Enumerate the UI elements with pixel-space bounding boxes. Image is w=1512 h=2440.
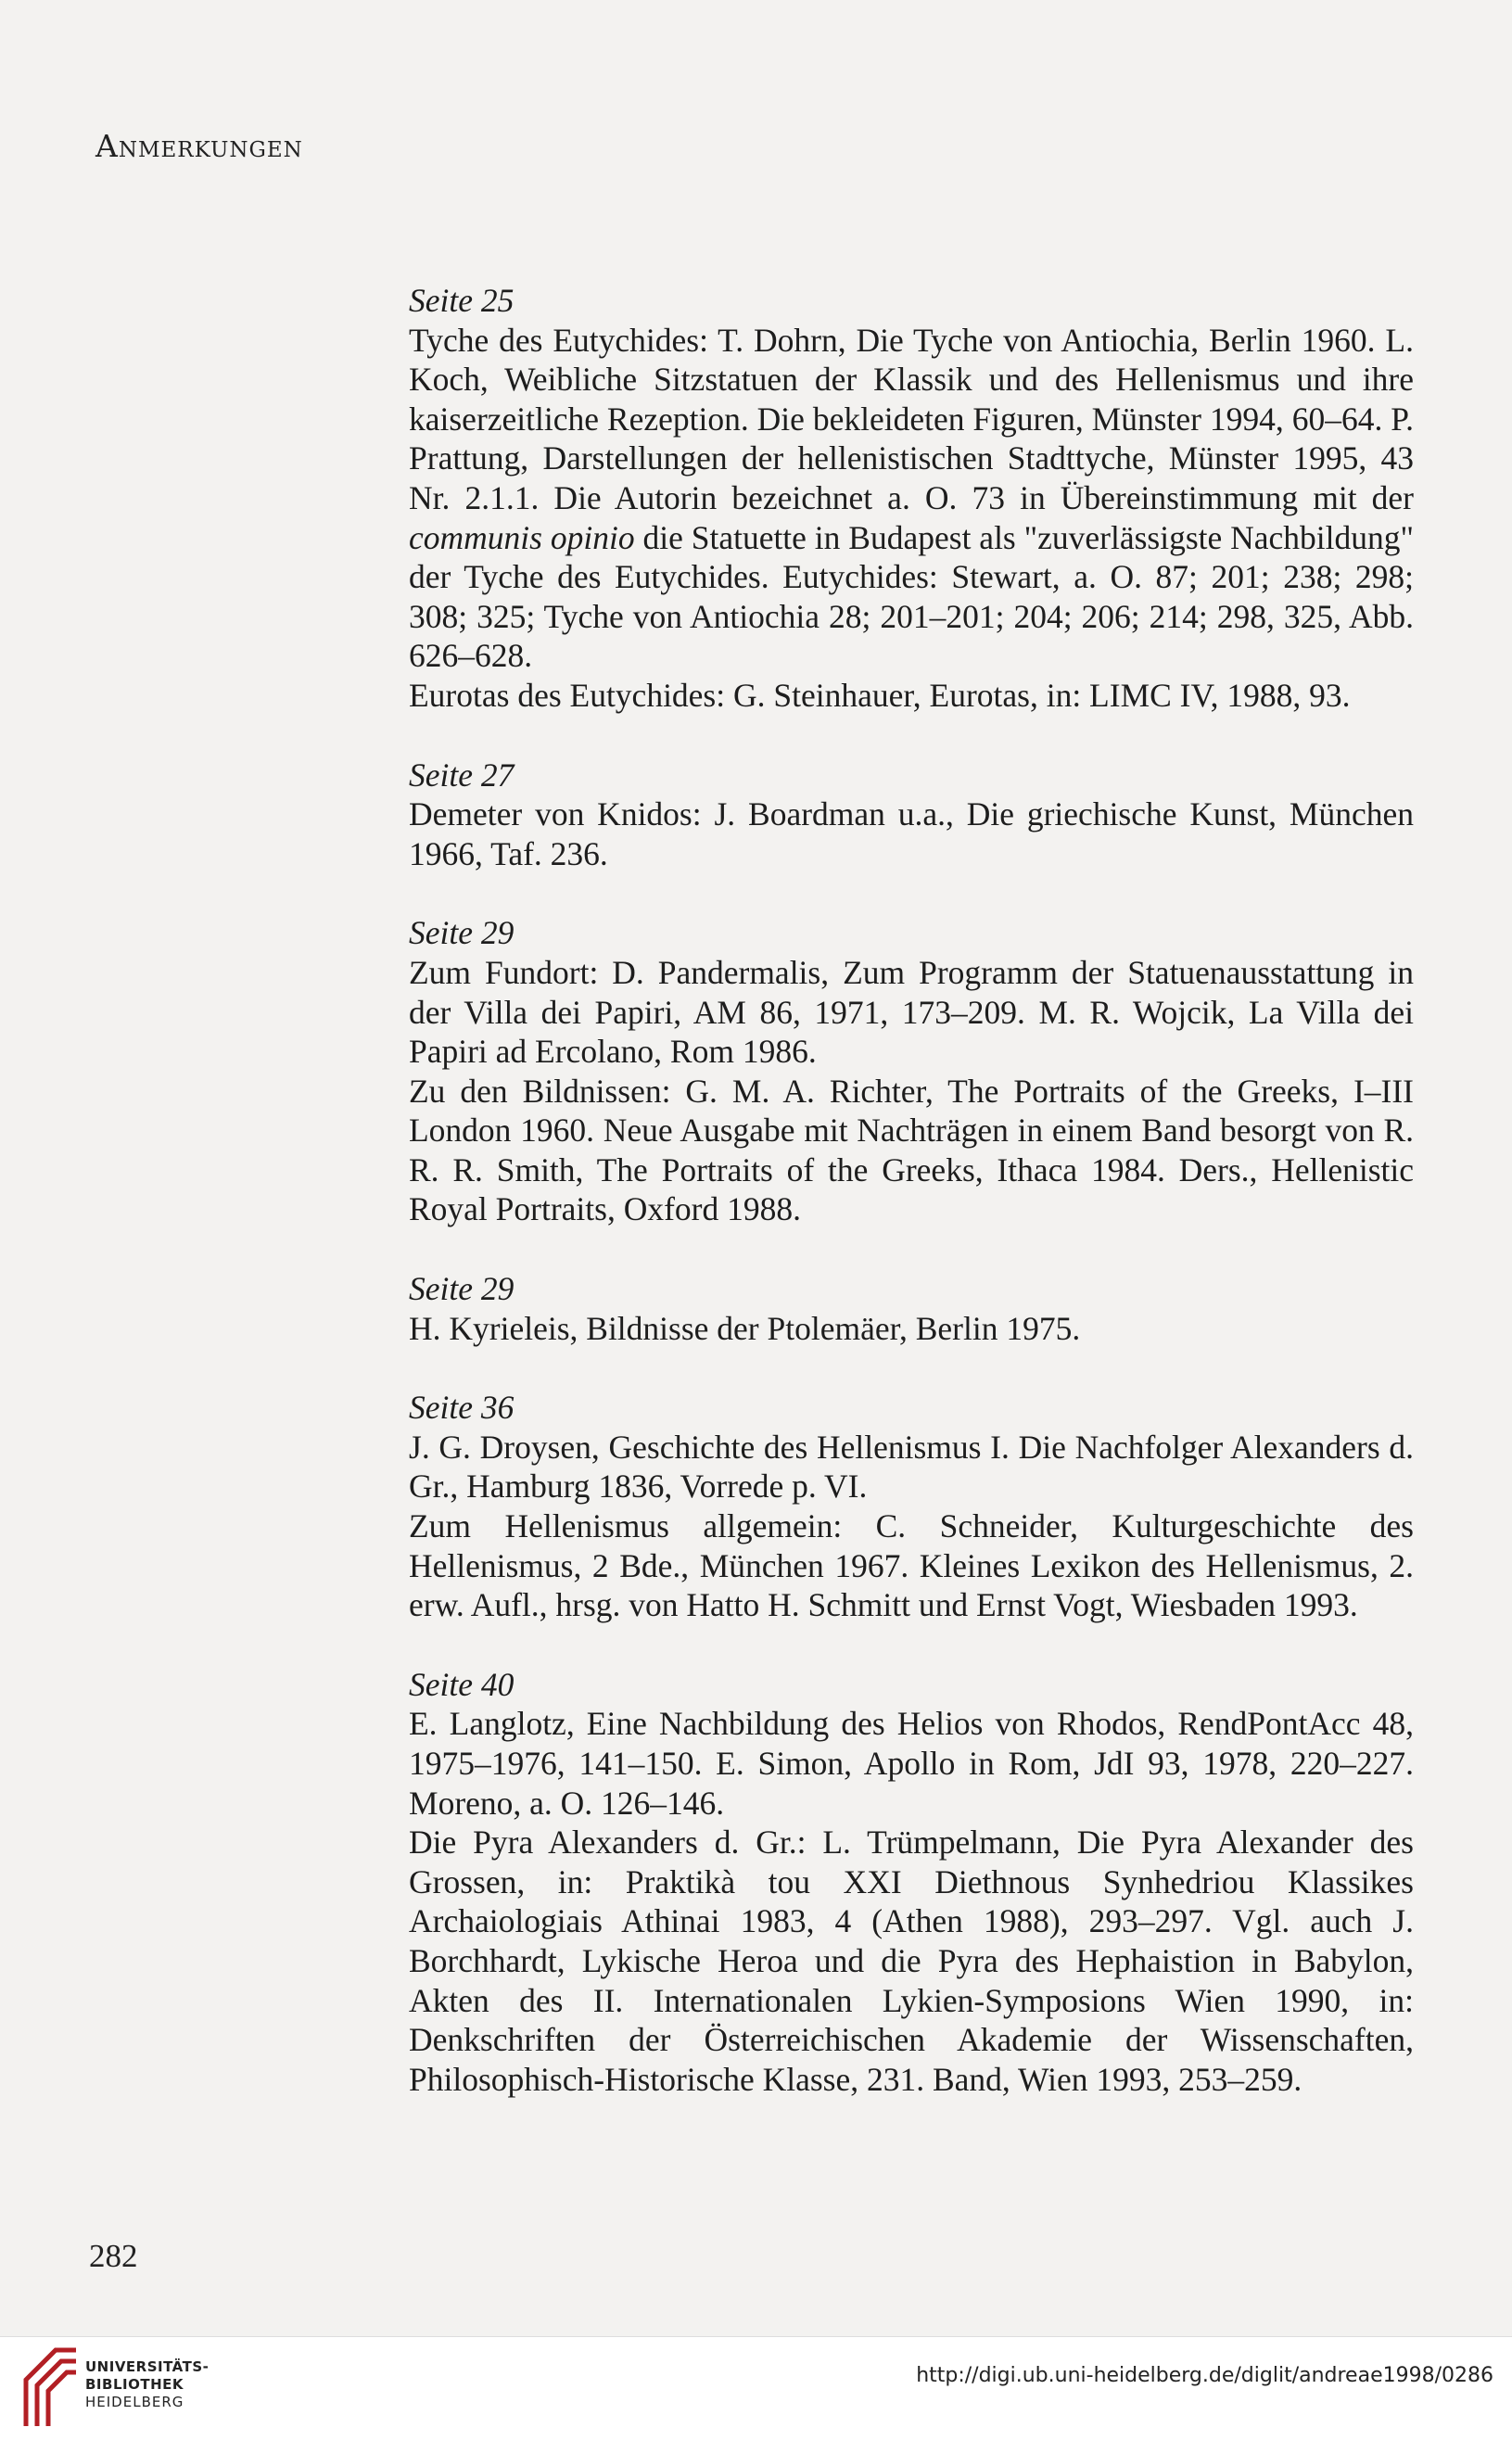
note-section (409, 281, 1414, 716)
text-run: Eurotas des Eutychides: G. Steinhauer, Eurotas, in: LIMC IV, 1988, 93. (409, 676, 1351, 714)
section-heading: Seite 29 (409, 1270, 515, 1308)
note-paragraph (409, 794, 1414, 873)
digitization-footer (0, 2336, 1512, 2440)
text-run: H. Kyrieleis, Bildnisse der Ptolemäer, Berlin 1975. (409, 1309, 1081, 1347)
text-run: Zu den Bildnissen: G. M. A. Richter, The Portraits of the Greeks, I–III London 1960. Neue Ausgabe mit Nachträgen in einem Band besorgt von R. R. R. Smith, The Portraits of the Greeks, Ithaca 1984. Ders., Hellenistic Royal Portraits, Oxford 1988. (409, 1072, 1414, 1228)
note-paragraph (409, 1823, 1414, 2099)
section-heading: Seite 27 (409, 756, 515, 794)
note-paragraph (409, 1506, 1414, 1625)
library-name-line: BIBLIOTHEK (85, 2376, 184, 2393)
text-run: J. G. Droysen, Geschichte des Hellenismus I. Die Nachfolger Alexanders d. Gr., Hamburg 1836, Vorrede p. VI. (409, 1428, 1414, 1506)
text-run: Die Pyra Alexanders d. Gr.: L. Trümpelmann, Die Pyra Alexander des Grossen, in: Praktikà tou XXI Diethnous Synhedriou Klassikes Archaiologiais Athinai 1983, 4 (Athen 1988), 293–297. Vgl. auch J. Borchhardt, Lykische Heroa und die Pyra des Hephaistion in Babylon, Akten des II. Internationalen Lykien-Symposions Wien 1990, in: Denkschriften der Österreichischen Akademie der Wissenschaften, Philosophisch-Historische Klasse, 231. Band, Wien 1993, 253–259. (409, 1824, 1414, 2098)
section-heading: Seite 25 (409, 282, 515, 319)
text-run: E. Langlotz, Eine Nachbildung des Helios von Rhodos, RendPontAcc 48, 1975–1976, 141–150. E. Simon, Apollo in Rom, JdI 93, 1978, 220–227. Moreno, a. O. 126–146. (409, 1705, 1414, 1822)
text-run: die Statuette in Budapest als "zuverlässigste Nachbildung" der Tyche des Eutychides. Eutychides: Stewart, a. O. 87; 201; 238; 298; 308; 325; Tyche von Antiochia 28; 201–201; 204; 206; 214; 298, 325, Abb. 626–628. (409, 518, 1415, 675)
note-section (409, 1665, 1414, 2100)
section-heading: Seite 36 (409, 1389, 515, 1427)
note-paragraph (409, 1072, 1414, 1229)
note-paragraph (409, 321, 1414, 676)
library-name-line: HEIDELBERG (85, 2394, 184, 2410)
italic-text: communis opinio (409, 518, 635, 556)
note-paragraph (409, 676, 1414, 716)
note-paragraph (409, 953, 1414, 1072)
section-heading: Seite 29 (409, 914, 515, 952)
running-head: Anmerkungen (95, 128, 303, 164)
text-run: Zum Hellenismus allgemein: C. Schneider, Kulturgeschichte des Hellenismus, 2 Bde., München 1967. Kleines Lexikon des Hellenismus, 2. erw. Aufl., hrsg. von Hatto H. Schmitt und Ernst Vogt, Wiesbaden 1993. (409, 1507, 1414, 1624)
library-logo-icon (19, 2343, 83, 2432)
source-url-link[interactable]: http://digi.ub.uni-heidelberg.de/diglit/andreae1998/0286 (916, 2364, 1493, 2387)
note-section (409, 756, 1414, 874)
library-name-line: UNIVERSITÄTS- (85, 2358, 210, 2375)
library-name (85, 2358, 209, 2411)
notes-content (409, 281, 1414, 2139)
note-section (409, 1269, 1414, 1348)
note-section (409, 1388, 1414, 1625)
text-run: Zum Fundort: D. Pandermalis, Zum Programm der Statuenausstattung in der Villa dei Papiri, AM 86, 1971, 173–209. M. R. Wojcik, La Villa dei Papiri ad Ercolano, Rom 1986. (409, 953, 1414, 1071)
page-number: 282 (89, 2238, 138, 2274)
section-heading: Seite 40 (409, 1665, 515, 1703)
note-section (409, 913, 1414, 1229)
text-run: Tyche des Eutychides: T. Dohrn, Die Tyche von Antiochia, Berlin 1960. L. Koch, Weibliche Sitzstatuen der Klassik und des Hellenismus und ihre kaiserzeitliche Rezeption. Die bekleideten Figuren, Münster 1994, 60–64. P. Prattung, Darstellungen der hellenistischen Stadttyche, Münster 1995, 43 Nr. 2.1.1. Die Autorin bezeichnet a. O. 73 in Übereinstimmung mit der (409, 321, 1414, 516)
note-paragraph (409, 1309, 1414, 1349)
note-paragraph (409, 1428, 1414, 1506)
note-paragraph (409, 1704, 1414, 1823)
text-run: Demeter von Knidos: J. Boardman u.a., Die griechische Kunst, München 1966, Taf. 236. (409, 795, 1414, 872)
